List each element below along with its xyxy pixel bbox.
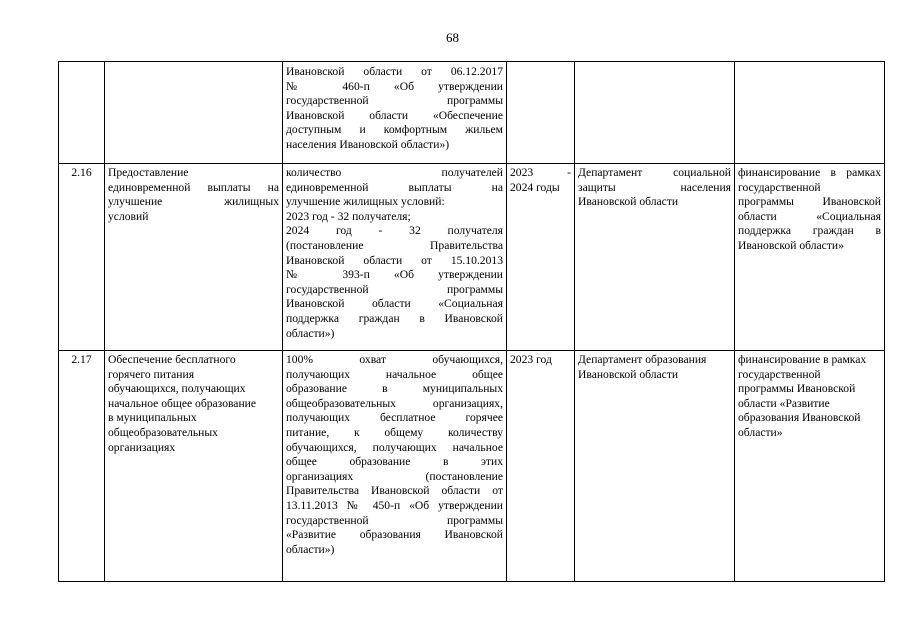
cell-text-line: Предоставление (108, 166, 189, 179)
cell-text-line: получающих бесплатное горячее (286, 411, 503, 425)
cell-text-line: питание, к общему количеству (286, 425, 503, 439)
cell-text-line: получающих начальное общее (286, 367, 503, 381)
term-cell (507, 351, 575, 582)
cell-text-line: Департамент социальной (578, 166, 731, 179)
cell-text-line: области» (738, 425, 783, 439)
table-row (59, 164, 885, 351)
cell-text-line: области») (286, 542, 335, 556)
cell-text-line: единовременной выплаты на (108, 180, 279, 194)
cell-text-line: общеобразовательных организациях, (286, 396, 503, 410)
cell-text-line: количество получателей (286, 166, 503, 179)
term-cell (507, 62, 575, 164)
cell-text-line: организациях (108, 440, 176, 454)
executor-cell (575, 164, 735, 351)
cell-text-line: общее образование в этих (286, 455, 503, 469)
cell-text-line: Ивановской области от 15.10.2013 (286, 253, 503, 267)
cell-text-line: программы Ивановской (738, 195, 881, 209)
cell-text-line: Ивановской области (578, 367, 679, 381)
cell-text-line: организациях (постановление (286, 469, 503, 483)
cell-text-line: образование в муниципальных (286, 382, 503, 396)
cell-text-line: финансирование в рамках (738, 166, 881, 179)
cell-text-line: начальное общее образование (108, 396, 257, 410)
cell-text-line: государственной программы (286, 282, 503, 296)
measures-table (58, 61, 885, 582)
cell-text-line: доступным и комфортным жильем (286, 123, 503, 137)
cell-text-line: государственной (738, 180, 821, 194)
row-number-cell (59, 62, 105, 164)
cell-text-line: Ивановской области «Социальная (286, 297, 503, 311)
measure-name-cell (105, 164, 283, 351)
cell-text-line: единовременной выплаты на (286, 180, 503, 194)
financing-cell (735, 164, 885, 351)
cell-text-line: улучшение жилищных (108, 195, 279, 209)
cell-text-line: в муниципальных (108, 411, 197, 425)
cell-text-line: условий (108, 209, 149, 223)
cell-text-line: Ивановской области» (738, 238, 844, 252)
cell-text-line: № 393-п «Об утверждении (286, 268, 503, 282)
page-number: 68 (446, 30, 459, 45)
cell-text-line: образования Ивановской (738, 411, 861, 425)
cell-text-line: 2023 год - 32 получателя; (286, 209, 411, 223)
measure-name-cell (105, 351, 283, 582)
indicator-cell (283, 351, 507, 582)
cell-text-line: области») (286, 326, 335, 340)
cell-text-line: обучающихся, получающих (108, 382, 246, 396)
financing-cell (735, 351, 885, 582)
indicator-cell (283, 62, 507, 164)
cell-text-line: (постановление Правительства (286, 238, 503, 252)
cell-text-line: улучшение жилищных условий: (286, 195, 445, 209)
cell-text-line: горячего питания (108, 367, 195, 381)
cell-text-line: государственной программы (286, 513, 503, 527)
cell-text-line: Ивановской области «Обеспечение (286, 108, 503, 122)
cell-text-line: населения Ивановской области») (286, 137, 450, 151)
executor-cell (575, 62, 735, 164)
cell-text-line: Правительства Ивановской области от (286, 484, 503, 498)
cell-text-line: «Развитие образования Ивановской (286, 528, 503, 542)
cell-text-line: 100% охват обучающихся, (286, 353, 503, 366)
cell-text-line: обучающихся, получающих начальное (286, 440, 503, 454)
cell-text-line: поддержка граждан в (738, 224, 881, 238)
table-row (59, 351, 885, 582)
cell-text-line: программы Ивановской (738, 382, 856, 396)
cell-text-line: защиты населения (578, 180, 731, 194)
cell-text-line: № 460-п «Об утверждении (286, 79, 503, 93)
cell-text-line: области «Развитие (738, 396, 830, 410)
measure-name-cell (105, 62, 283, 164)
cell-text-line: 2023 - (510, 166, 571, 179)
cell-text-line: государственной программы (286, 94, 503, 108)
cell-text-line: общеобразовательных (108, 425, 218, 439)
cell-text-line: 2023 год (510, 353, 552, 366)
indicator-cell (283, 164, 507, 351)
cell-text-line: 2024 год - 32 получателя (286, 224, 503, 238)
cell-text-line: Ивановской области (578, 195, 679, 209)
cell-text-line: поддержка граждан в Ивановской (286, 311, 503, 325)
row-number-cell: 2.17 (59, 351, 105, 582)
cell-text-line: Обеспечение бесплатного (108, 353, 236, 366)
cell-text-line: Ивановской области от 06.12.2017 (286, 65, 503, 78)
executor-cell (575, 351, 735, 582)
cell-text-line: государственной (738, 367, 821, 381)
cell-text-line: 13.11.2013 № 450-п «Об утверждении (286, 498, 503, 512)
cell-text-line: области «Социальная (738, 209, 881, 223)
cell-text-line: финансирование в рамках (738, 353, 867, 366)
table-row (59, 62, 885, 164)
cell-text-line: 2024 годы (510, 180, 560, 194)
term-cell (507, 164, 575, 351)
cell-text-line: Департамент образования (578, 353, 707, 366)
row-number-cell: 2.16 (59, 164, 105, 351)
financing-cell (735, 62, 885, 164)
